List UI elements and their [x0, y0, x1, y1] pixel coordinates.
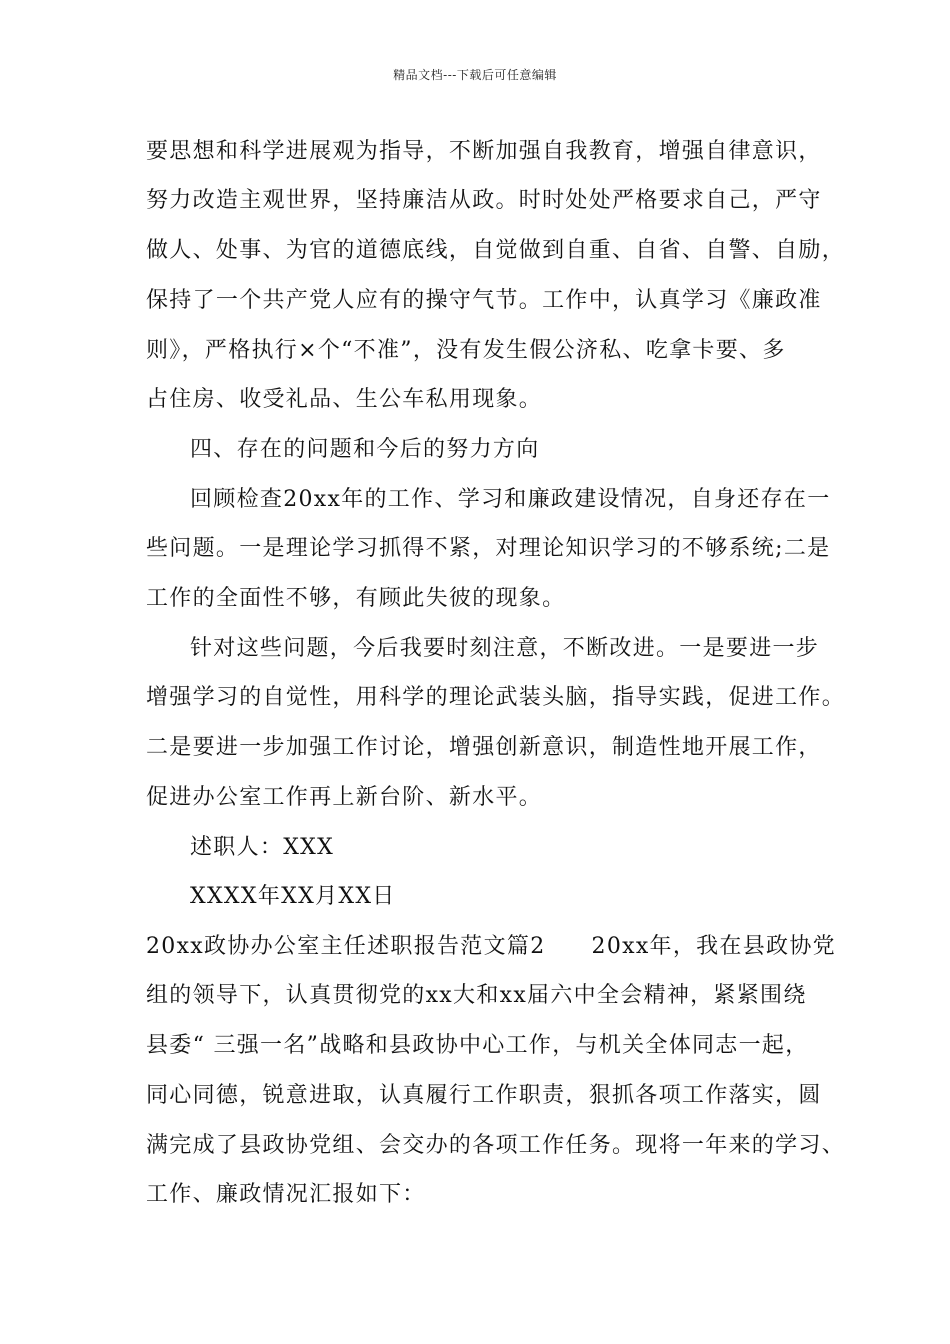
paragraph-line: 要思想和科学进展观为指导，不断加强自我教育，增强自律意识，: [146, 139, 822, 164]
paragraph-line: 二是要进一步加强工作讨论，增强创新意识，制造性地开展工作，: [146, 735, 822, 760]
paragraph-line: 工作、廉政情况汇报如下：: [146, 1182, 426, 1207]
paragraph-line: 工作的全面性不够，有顾此失彼的现象。: [146, 586, 566, 611]
paragraph-start: 20xx年，我在县政协党: [591, 934, 836, 959]
paragraph-line: 促进办公室工作再上新台阶、新水平。: [146, 785, 543, 810]
paragraph-line: 满完成了县政协党组、会交办的各项工作任务。现将一年来的学习、: [146, 1133, 846, 1158]
article-title: 20xx政协办公室主任述职报告范文篇2: [146, 934, 546, 959]
signature-name: 述职人：XXX: [190, 835, 335, 860]
section-heading: 四、存在的问题和今后的努力方向: [190, 437, 540, 462]
paragraph-line: 占住房、收受礼品、生公车私用现象。: [146, 387, 543, 412]
paragraph-line: 县委“ 三强一名”战略和县政协中心工作，与机关全体同志一起，: [146, 1033, 809, 1058]
paragraph-line: 做人、处事、为官的道德底线，自觉做到自重、自省、自警、自励，: [146, 238, 846, 263]
paragraph-line: 努力改造主观世界，坚持廉洁从政。时时处处严格要求自己，严守: [146, 188, 822, 213]
page-header: 精品文档---下载后可任意编辑: [393, 68, 557, 82]
paragraph-line: 针对这些问题，今后我要时刻注意，不断改进。一是要进一步: [190, 636, 820, 661]
article-title-line: [146, 932, 836, 962]
paragraph-line: 保持了一个共产党人应有的操守气节。工作中，认真学习《廉政准: [146, 288, 822, 313]
paragraph-line: 回顾检查20xx年的工作、学习和廉政建设情况，自身还存在一: [190, 487, 831, 512]
signature-date: XXXX年XX月XX日: [190, 884, 396, 909]
paragraph-line: 同心同德，锐意进取，认真履行工作职责，狠抓各项工作落实，圆: [146, 1083, 822, 1108]
paragraph-line: 些问题。一是理论学习抓得不紧，对理论知识学习的不够系统;二是: [146, 536, 831, 561]
paragraph-line: 增强学习的自觉性，用科学的理论武装头脑，指导实践，促进工作。: [146, 685, 846, 710]
paragraph-line: 则》，严格执行×个“不准”，没有发生假公济私、吃拿卡要、多: [146, 338, 786, 363]
paragraph-line: 组的领导下，认真贯彻党的xx大和xx届六中全会精神，紧紧围绕: [146, 983, 807, 1008]
